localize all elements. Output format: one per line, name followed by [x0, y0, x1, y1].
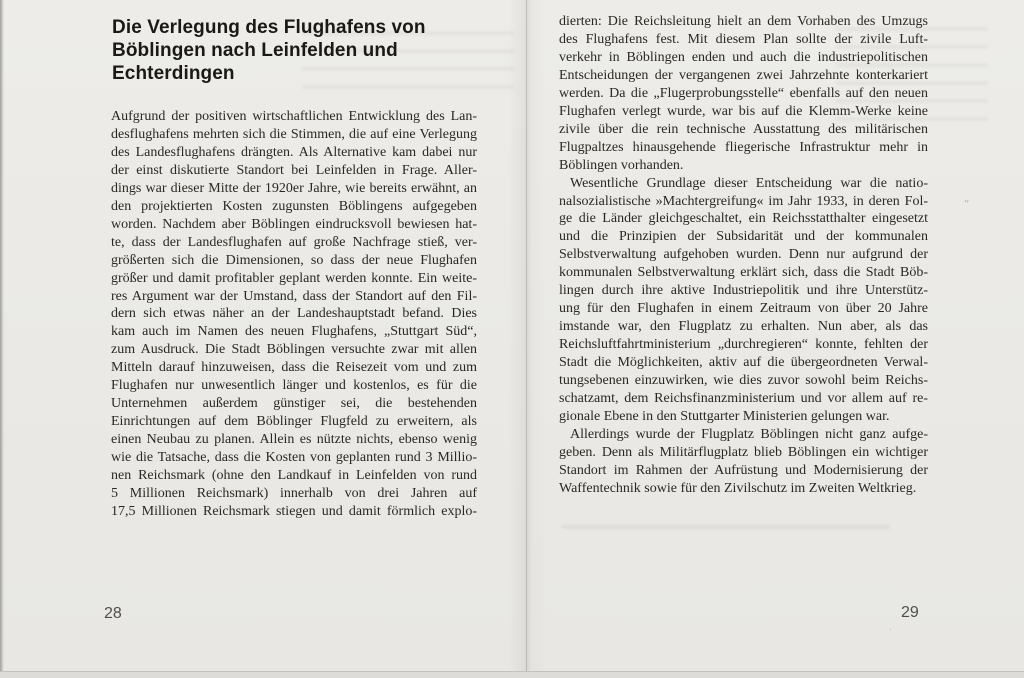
- left-page-text: [111, 108, 477, 521]
- text-line: größer und damit profitabler geplant werden konnte. Ein weite-: [111, 270, 477, 286]
- text-line: Waffentechnik sowie für den Zivilschutz im Zweiten Weltkrieg.: [559, 480, 917, 496]
- text-line: ung für den Flughafen in einem Zeitraum von über 20 Jahre: [559, 301, 928, 317]
- text-line: Entscheidungen der vergangenen zwei Jahrzehnte konterkariert: [559, 67, 928, 83]
- text-line: geben. Denn als Militärflugplatz blieb Böblingen ein wichtiger: [559, 444, 928, 460]
- text-line: dern sich etwas näher an der Landeshauptstadt befand. Dies: [111, 306, 477, 322]
- text-line: ge die Länder gleichgeschaltet, ein Reichsstatthalter eingesetzt: [559, 211, 928, 227]
- chapter-title: [112, 16, 504, 85]
- text-line: Böblingen vorhanden.: [559, 157, 684, 173]
- page-number-left: 28: [104, 605, 122, 622]
- text-line: imstande war, den Flugplatz zu erhalten. Nun aber, als das: [559, 319, 928, 335]
- text-line: worden. Nachdem aber Böblingen eindrucksvoll bewiesen hat-: [111, 216, 477, 232]
- pencil-margin-mark: ″: [961, 197, 969, 211]
- text-line: desflughafens mehrten sich die Stimmen, die auf eine Verlegung: [111, 126, 477, 142]
- paragraph: [111, 108, 477, 521]
- stray-mark: ʼ: [889, 627, 892, 637]
- text-line: wie die Tatsache, dass die Kosten von geplanten rund 3 Millio-: [111, 450, 477, 466]
- text-line: zivile über die rein technische Ausstattung des militärischen: [559, 121, 928, 137]
- page-gutter-shadow: [508, 0, 546, 671]
- text-line: gionale Ebene in den Stuttgarter Ministerien gelungen war.: [559, 408, 890, 424]
- text-line: lingen durch ihre aktive Industriepolitik und ihre Unterstütz-: [559, 283, 928, 299]
- page-bottom-edge: [0, 671, 1024, 678]
- text-line: Unternehmen außerdem günstiger sei, die bestehenden: [111, 396, 477, 412]
- paragraph: [559, 175, 928, 426]
- text-line: Stadt die Möglichkeiten, aktiv auf die übergeordneten Verwal-: [559, 355, 928, 371]
- text-line: Allerdings wurde der Flugplatz Böblingen nicht ganz aufge-: [570, 426, 928, 442]
- bleed-through-ghost: [562, 514, 890, 534]
- text-line: Mitteln darauf hinzuweisen, dass die Reisezeit vom und zum: [111, 360, 477, 376]
- text-line: schatzamt, dem Reichsfinanzministerium und vor allem auf re-: [559, 391, 928, 407]
- text-line: und die Prinzipien der Subsidarität und der kommunalen: [559, 229, 928, 245]
- text-line: dings war dieser Mitte der 1920er Jahre, wie bereits erwähnt, an: [111, 180, 477, 196]
- text-line: nalsozialistische »Machtergreifung« im Jahr 1933, in deren Fol-: [559, 193, 928, 209]
- title-line: Echterdingen: [112, 63, 235, 84]
- text-line: dierten: Die Reichsleitung hielt an dem Vorhaben des Umzugs: [559, 14, 928, 29]
- text-line: 5 Millionen Reichsmark) innerhalb von drei Jahren auf: [111, 486, 477, 502]
- text-line: größerten sich die Dimensionen, so dass der neue Flughafen: [111, 252, 477, 268]
- text-line: verkehr in Böblingen enden und auch die industriepolitischen: [559, 49, 928, 65]
- text-line: Aufgrund der positiven wirtschaftlichen Entwicklung des Lan-: [111, 109, 477, 124]
- text-line: werden. Da die „Flugerprobungsstelle“ ebenfalls auf den neuen: [559, 85, 928, 101]
- text-line: Reichsluftfahrtministerium „durchregieren“ konnte, fehlten der: [559, 337, 928, 353]
- text-line: tungsebenen einzuwirken, wie dies zuvor sowohl beim Reichs-: [559, 373, 928, 389]
- text-line: 17,5 Millionen Reichsmark stiegen und damit förmlich explo-: [111, 503, 477, 519]
- paragraph: [559, 426, 928, 498]
- text-line: Wesentliche Grundlage dieser Entscheidung war die natio-: [570, 175, 928, 191]
- text-line: Standort im Rahmen der Aufrüstung und Modernisierung der: [559, 462, 928, 478]
- text-line: den projektierten Kosten zugunsten Böblingens aufgegeben: [111, 198, 477, 214]
- text-line: kam auch im Namen des neuen Flughafens, „Stuttgart Süd“,: [111, 324, 477, 340]
- text-line: te, dass der Landesflughafen auf große Nachfrage stieß, ver-: [111, 234, 477, 250]
- text-line: res Argument war der Umstand, dass der Standort auf den Fil-: [111, 288, 477, 304]
- title-line: Die Verlegung des Flughafens von: [112, 17, 426, 38]
- title-line: Böblingen nach Leinfelden und: [112, 40, 398, 61]
- paragraph: [559, 13, 928, 175]
- text-line: Flughafen verlegt wurde, war bis auf die Klemm-Werke keine: [559, 103, 928, 119]
- page-number-right: 29: [901, 604, 919, 621]
- text-line: Flugpaltzes hinausgehende fliegerische Infrastruktur mehr in: [559, 139, 928, 155]
- text-line: nen Reichsmark (ohne den Landkauf in Leinfelden von rund: [111, 468, 477, 484]
- text-line: einen Neubau zu planen. Allein es nützte nichts, ebenso wenig: [111, 432, 477, 448]
- text-line: des Landesflughafens drängten. Als Alternative kam dabei nur: [111, 144, 477, 160]
- text-line: zum Ausdruck. Die Stadt Böblingen versuchte zwar mit allen: [111, 342, 477, 358]
- text-line: Selbstverwaltung aufgehoben wurden. Denn nur aufgrund der: [559, 247, 928, 263]
- text-line: Einrichtungen auf dem Böblinger Flugfeld zu erweitern, als: [111, 414, 477, 430]
- text-line: kommunalen Selbstverwaltung erklärt sich, dass die Stadt Böb-: [559, 265, 928, 281]
- right-page-text: [559, 13, 928, 498]
- text-line: des Flughafens fest. Mit diesem Plan sollte der zivile Luft-: [559, 31, 928, 47]
- text-line: der einst diskutierte Standort bei Leinfelden in Frage. Aller-: [111, 162, 477, 178]
- text-line: Flughafen nur unwesentlich länger und kostenlos, es für die: [111, 378, 477, 394]
- page-gutter-line: [526, 0, 527, 671]
- scan-left-edge: [0, 0, 4, 678]
